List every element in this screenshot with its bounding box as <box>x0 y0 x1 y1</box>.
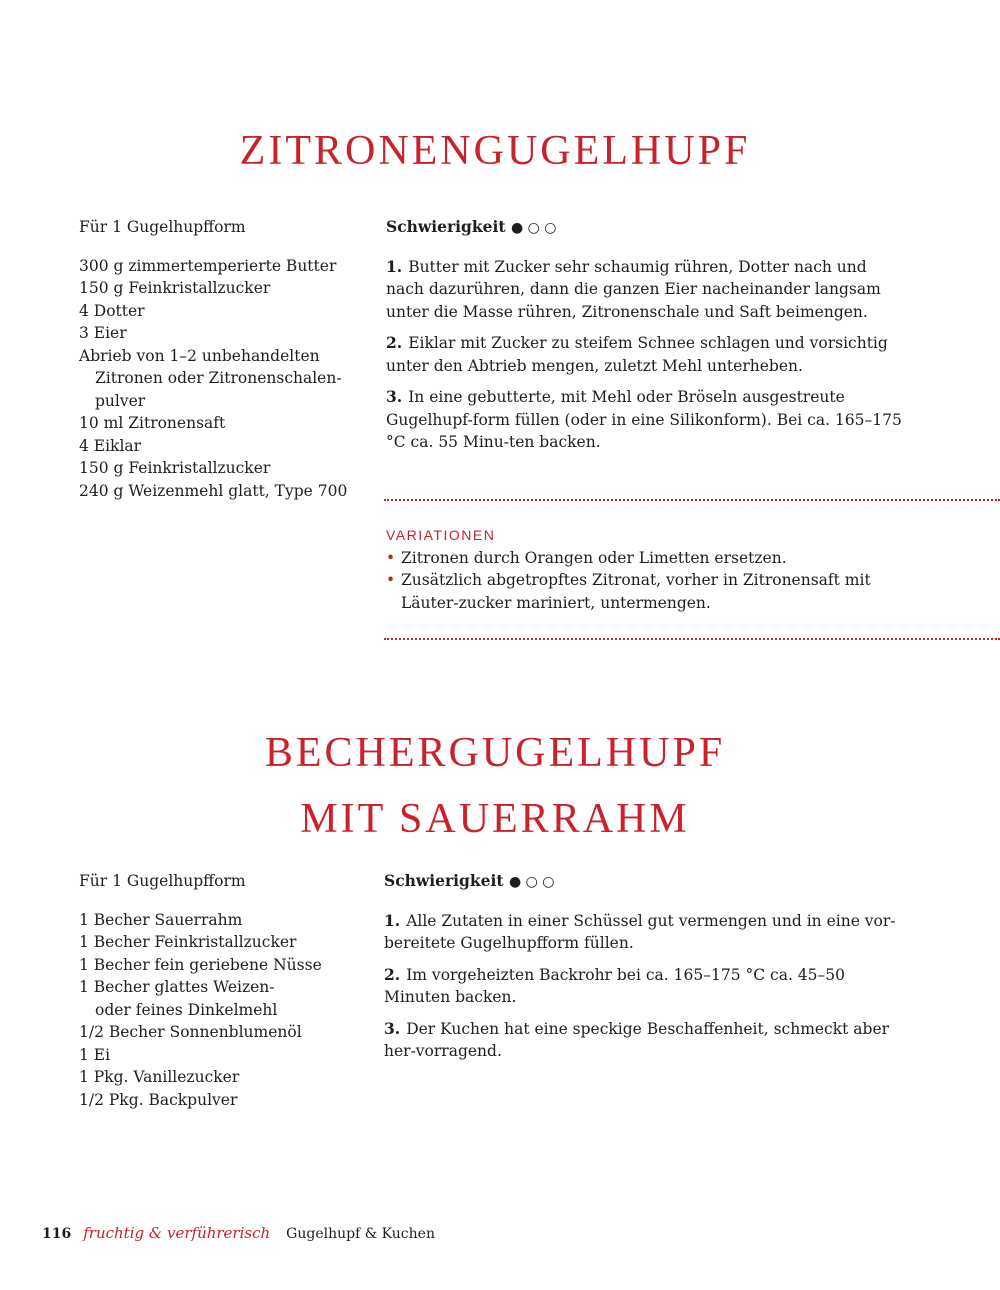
recipe-1-difficulty <box>386 216 906 240</box>
dotted-divider <box>384 638 1000 640</box>
difficulty-label: Schwierigkeit <box>384 871 504 890</box>
step-item <box>384 964 904 1009</box>
recipe-1-steps <box>386 256 906 454</box>
bullet-icon: • <box>386 571 396 589</box>
difficulty-rating-icon: ● ○ ○ <box>508 874 555 890</box>
step-item <box>386 386 906 454</box>
recipe-2-title-line-1: BECHERGUGELHUPF <box>264 730 726 776</box>
recipe-2-title-line-2: MIT SAUERRAHM <box>300 796 690 842</box>
recipe-2-ingredients-column <box>79 870 364 1111</box>
variations-heading: VARIATIONEN <box>386 527 496 543</box>
ingredient-item: 1 Becher glattes Weizen-oder feines Dinkelmehl <box>79 978 278 1019</box>
recipe-2-title <box>0 720 990 852</box>
ingredient-item: 240 g Weizenmehl glatt, Type 700 <box>79 481 348 500</box>
ingredient-item: 1/2 Pkg. Backpulver <box>79 1090 238 1109</box>
ingredient-item: 150 g Feinkristallzucker <box>79 279 271 297</box>
variation-item <box>386 569 906 614</box>
step-text: Eiklar mit Zucker zu steifem Schnee schlagen und vorsichtig unter den Abtrieb mengen, zuletzt Mehl unterheben. <box>386 334 888 375</box>
recipe-2-method-column <box>384 870 904 1072</box>
ingredient-item: 1 Ei <box>79 1045 111 1064</box>
ingredient-item: 1 Becher Feinkristallzucker <box>79 933 297 951</box>
variations-list <box>386 547 906 615</box>
step-number: 3. <box>386 387 403 406</box>
step-number: 1. <box>386 256 403 276</box>
variation-item <box>386 547 906 570</box>
variation-text: Zitronen durch Orangen oder Limetten ersetzen. <box>401 548 787 567</box>
step-text: In eine gebutterte, mit Mehl oder Bröseln ausgestreute Gugelhupf-form füllen (oder in eine Silikonform). Bei ca. 165–175 °C ca. 55 Minu-ten backen. <box>386 388 902 451</box>
section-name: Gugelhupf & Kuchen <box>286 1226 435 1242</box>
difficulty-rating-icon: ● ○ ○ <box>510 220 557 236</box>
ingredient-item: 1 Becher Sauerrahm <box>79 910 243 929</box>
recipe-1-ingredients-column <box>79 216 364 502</box>
step-number: 2. <box>386 333 403 352</box>
step-text: Alle Zutaten in einer Schüssel gut vermengen und in eine vor-bereitete Gugelhupfform füllen. <box>384 911 896 952</box>
recipe-1-yield: Für 1 Gugelhupfform <box>79 218 246 236</box>
ingredient-item: 1 Pkg. Vanillezucker <box>79 1068 240 1086</box>
difficulty-label: Schwierigkeit <box>386 217 506 236</box>
recipe-1-method-column <box>386 216 906 463</box>
step-number: 2. <box>384 964 401 984</box>
recipe-2-yield: Für 1 Gugelhupfform <box>79 872 246 890</box>
ingredient-item: 4 Dotter <box>79 301 145 320</box>
recipe-1-variations <box>386 524 906 614</box>
step-text: Butter mit Zucker sehr schaumig rühren, Dotter nach und nach dazurühren, dann die ganzen Eier nacheinander langsam unter die Masse rühren, Zitronenschale und Saft beimengen. <box>386 257 881 321</box>
page-number: 116 <box>42 1226 72 1242</box>
step-text: Im vorgeheizten Backrohr bei ca. 165–175 °C ca. 45–50 Minuten backen. <box>384 965 845 1006</box>
bullet-icon: • <box>386 548 396 567</box>
step-text: Der Kuchen hat eine speckige Beschaffenheit, schmeckt aber her-vorragend. <box>384 1019 890 1060</box>
recipe-1-title: ZITRONENGUGELHUPF <box>239 128 751 174</box>
step-item <box>384 1018 904 1063</box>
recipe-2-steps <box>384 910 904 1063</box>
brand-logo: fruchtig & verführerisch <box>83 1224 271 1242</box>
recipe-2-ingredient-list <box>79 909 364 1112</box>
ingredient-item: 4 Eiklar <box>79 436 142 455</box>
ingredient-item: Abrieb von 1–2 unbehandelten Zitronen oder Zitronenschalen-pulver <box>79 346 342 410</box>
page-footer <box>42 1222 435 1246</box>
step-item <box>386 332 906 377</box>
ingredient-item: 3 Eier <box>79 324 127 342</box>
step-item <box>384 910 904 955</box>
step-number: 3. <box>384 1018 401 1038</box>
ingredient-item: 1 Becher fein geriebene Nüsse <box>79 955 322 974</box>
ingredient-item: 10 ml Zitronensaft <box>79 414 226 432</box>
ingredient-item: 1/2 Becher Sonnenblumenöl <box>79 1023 302 1041</box>
ingredient-item: 150 g Feinkristallzucker <box>79 459 271 477</box>
recipe-2-difficulty <box>384 870 904 894</box>
step-number: 1. <box>384 910 401 930</box>
ingredient-item: 300 g zimmertemperierte Butter <box>79 256 337 275</box>
step-item <box>386 256 906 324</box>
dotted-divider <box>384 499 1000 501</box>
variation-text: Zusätzlich abgetropftes Zitronat, vorher in Zitronensaft mit Läuter-zucker mariniert, untermengen. <box>401 571 871 612</box>
recipe-1-ingredient-list <box>79 255 364 503</box>
